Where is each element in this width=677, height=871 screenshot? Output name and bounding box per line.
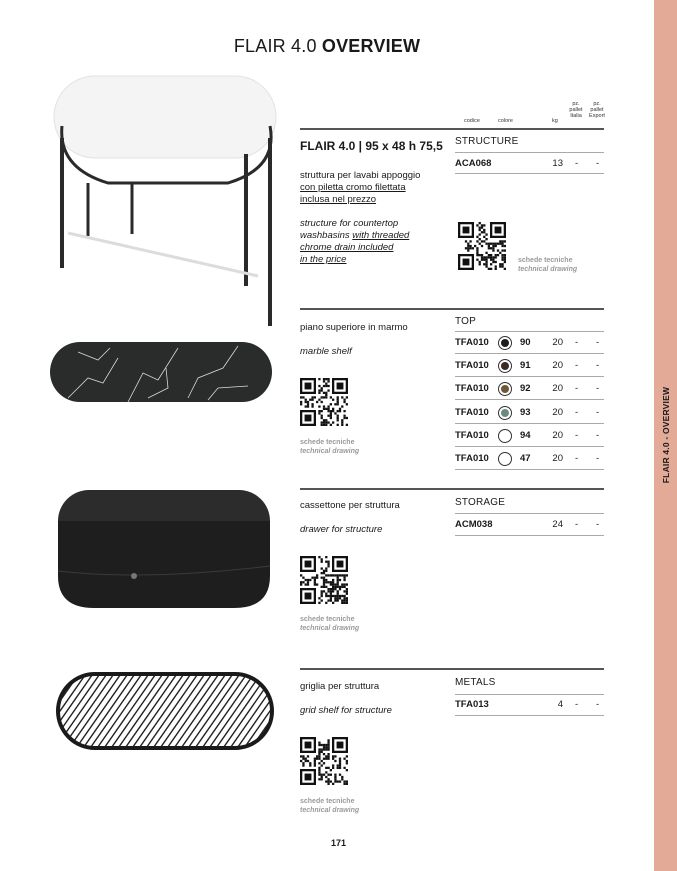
structure-italia: - [575, 158, 579, 169]
top-row-rule [455, 376, 604, 377]
color-swatch [498, 359, 512, 373]
color-swatch-fill [501, 409, 509, 417]
storage-technical-drawing-link[interactable]: schede tecniche technical drawing [300, 616, 360, 632]
color-swatch-fill [501, 432, 509, 440]
storage-export: - [596, 519, 600, 530]
color-swatch [498, 406, 512, 420]
top-row-color-number: 91 [520, 360, 531, 371]
color-swatch [498, 452, 512, 466]
structure-product-name: FLAIR 4.0 | 95 x 48 h 75,5 [300, 139, 443, 153]
top-desc-it: piano superiore in marmo [300, 322, 408, 333]
top-row-color-number: 94 [520, 430, 531, 441]
top-row-color-number: 47 [520, 453, 531, 464]
title-regular: FLAIR 4.0 [233, 36, 317, 56]
storage-code: ACM038 [455, 519, 493, 530]
color-swatch-fill [501, 455, 509, 463]
header-colore: colore [498, 118, 513, 124]
color-swatch [498, 429, 512, 443]
page-title [0, 36, 654, 57]
structure-row-rule [455, 173, 604, 174]
structure-code: ACA068 [455, 158, 492, 169]
top-row-italia: - [575, 383, 579, 394]
color-swatch-fill [501, 362, 509, 370]
grid-bar [275, 668, 276, 754]
top-qr-code[interactable] [300, 378, 348, 426]
top-row-rule [455, 469, 604, 470]
top-row-rule [455, 353, 604, 354]
top-row-italia: - [575, 453, 579, 464]
top-rule [300, 308, 604, 310]
top-row-kg: 20 [552, 337, 563, 348]
top-row-kg: 20 [552, 407, 563, 418]
metals-kg: 4 [557, 699, 563, 710]
metals-export: - [596, 699, 600, 710]
storage-desc-en: drawer for structure [300, 524, 383, 535]
storage-row-rule [455, 535, 604, 536]
grid-shelf-image [54, 668, 276, 754]
marble-shelf-image [48, 338, 276, 410]
header-kg: kg [552, 118, 558, 124]
top-desc-en: marble shelf [300, 346, 352, 357]
storage-rule [300, 488, 604, 490]
storage-italia: - [575, 519, 579, 530]
color-swatch [498, 382, 512, 396]
top-section-label: TOP [455, 316, 476, 327]
top-row-kg: 20 [552, 360, 563, 371]
grid-bar [54, 668, 104, 754]
top-row-kg: 20 [552, 430, 563, 441]
metals-table-rule [455, 694, 604, 695]
structure-product-image [48, 68, 288, 328]
top-row-code: TFA010 [455, 453, 489, 464]
top-row-rule [455, 399, 604, 400]
top-row-code: TFA010 [455, 383, 489, 394]
structure-technical-drawing-link[interactable]: schede tecniche technical drawing [518, 257, 578, 273]
metals-italia: - [575, 699, 579, 710]
top-technical-drawing-link[interactable]: schede tecniche technical drawing [300, 439, 360, 455]
structure-desc-it: struttura per lavabi appoggio con piletta cromo filettata inclusa nel prezzo [300, 170, 421, 205]
top-row-kg: 20 [552, 383, 563, 394]
structure-export: - [596, 158, 600, 169]
drawer-image [54, 486, 276, 616]
structure-qr-code[interactable] [458, 222, 506, 270]
metals-row-rule [455, 715, 604, 716]
metals-technical-drawing-link[interactable]: schede tecniche technical drawing [300, 798, 360, 814]
top-row-export: - [596, 360, 600, 371]
top-row-italia: - [575, 360, 579, 371]
color-swatch-fill [501, 385, 509, 393]
color-swatch [498, 336, 512, 350]
top-row-color-number: 93 [520, 407, 531, 418]
storage-qr-code[interactable] [300, 556, 348, 604]
structure-table-rule [455, 152, 604, 153]
storage-kg: 24 [552, 519, 563, 530]
top-row-export: - [596, 453, 600, 464]
top-row-code: TFA010 [455, 430, 489, 441]
top-row-export: - [596, 430, 600, 441]
metals-rule [300, 668, 604, 670]
top-row-kg: 20 [552, 453, 563, 464]
metals-qr-code[interactable] [300, 737, 348, 785]
storage-section-label: STORAGE [455, 497, 506, 508]
metals-desc-it: griglia per struttura [300, 681, 380, 692]
top-row-italia: - [575, 337, 579, 348]
grid-bar [226, 668, 276, 754]
top-row-export: - [596, 337, 600, 348]
top-row-color-number: 90 [520, 337, 531, 348]
top-table-rule [455, 331, 604, 332]
structure-desc-en: structure for countertop washbasins with threaded chrome drain included in the price [300, 218, 410, 265]
top-row-italia: - [575, 407, 579, 418]
header-pallet-italia: pz. pallet Italia [569, 101, 583, 119]
header-pallet-export: pz. pallet Export [589, 101, 605, 119]
top-row-color-number: 92 [520, 383, 531, 394]
structure-section-label: STRUCTURE [455, 136, 519, 147]
color-swatch-fill [501, 339, 509, 347]
structure-kg: 13 [552, 158, 563, 169]
page-number: 171 [330, 838, 347, 848]
top-row-code: TFA010 [455, 407, 489, 418]
storage-desc-it: cassettone per struttura [300, 500, 400, 511]
top-row-rule [455, 423, 604, 424]
sidebar-label: FLAIR 4.0 - OVERVIEW [660, 386, 671, 484]
top-row-export: - [596, 407, 600, 418]
grid-bar [54, 668, 55, 754]
storage-table-rule [455, 513, 604, 514]
top-row-rule [455, 446, 604, 447]
metals-section-label: METALS [455, 677, 496, 688]
header-codice: codice [464, 118, 480, 124]
top-row-italia: - [575, 430, 579, 441]
title-bold: OVERVIEW [321, 36, 421, 56]
structure-rule [300, 128, 604, 130]
top-row-export: - [596, 383, 600, 394]
metals-desc-en: grid shelf for structure [300, 705, 392, 716]
metals-code: TFA013 [455, 699, 489, 710]
top-row-code: TFA010 [455, 337, 489, 348]
top-row-code: TFA010 [455, 360, 489, 371]
